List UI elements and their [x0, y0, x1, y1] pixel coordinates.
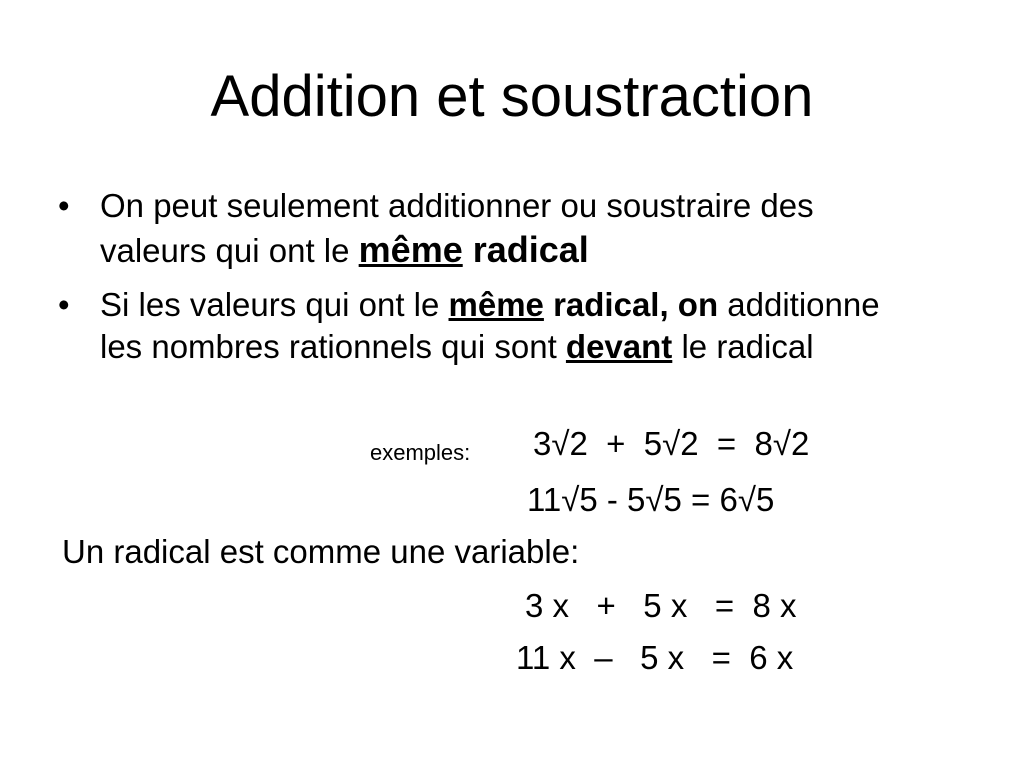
slide-title: Addition et soustraction [210, 64, 814, 129]
bullet-text-part: On peut seulement additionner ou soustraire des valeurs qui ont le [100, 187, 814, 269]
emphasis-bold: radical, on [543, 286, 719, 323]
statement-text: Un radical est comme une variable: [62, 533, 580, 570]
bullet-marker: • [58, 187, 70, 224]
radical-equation-1: 3√2 + 5√2 = 8√2 [533, 425, 810, 462]
bullet-text-part: additionne les nombres rationnels qui sont [100, 286, 880, 365]
bullet-text-part: Si les valeurs qui ont le [100, 286, 449, 323]
bullet-text [100, 184, 918, 273]
emphasis-underlined: même [358, 229, 463, 270]
emphasis-underlined: même [448, 286, 544, 323]
radical-equation-2: 11√5 - 5√5 = 6√5 [527, 481, 775, 518]
variable-equation-1: 3 x + 5 x = 8 x [525, 587, 797, 624]
bullet-text-part: le radical [672, 328, 814, 365]
emphasis-bold: radical [462, 229, 589, 270]
examples-label: exemples: [370, 440, 471, 465]
bullet-marker: • [58, 286, 70, 323]
bullet-text [100, 284, 918, 368]
variable-equation-2: 11 x – 5 x = 6 x [516, 639, 794, 676]
emphasis-underlined: devant [565, 328, 673, 365]
bullet-item-2 [58, 284, 918, 368]
bullet-item-1 [58, 184, 918, 273]
